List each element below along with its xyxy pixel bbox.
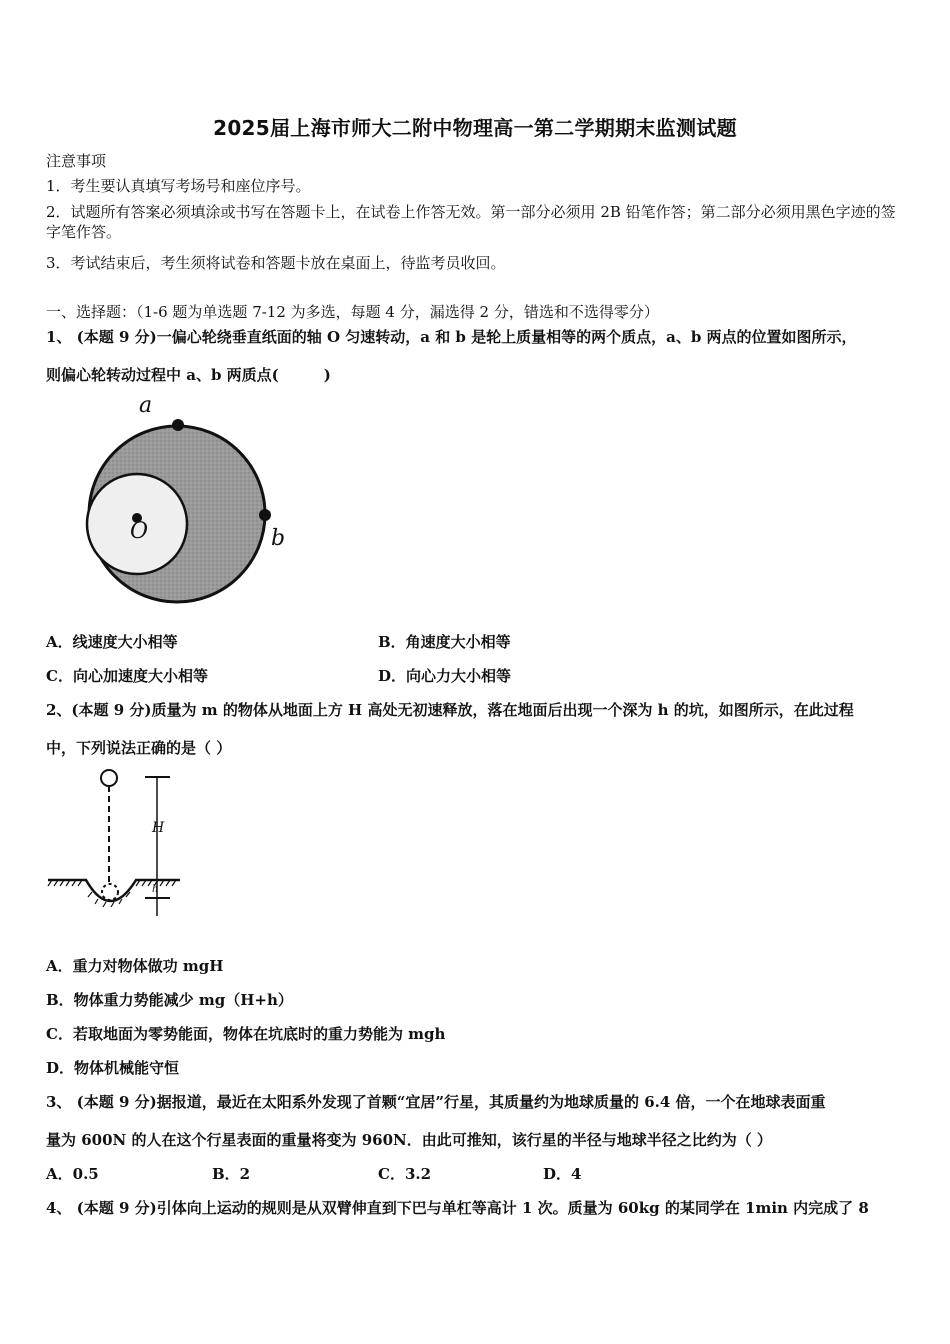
notice-heading: 注意事项 — [46, 152, 107, 170]
q2-option-b: B．物体重力势能减少 mg（H+h） — [46, 991, 293, 1009]
q2-option-c: C．若取地面为零势能面，物体在坑底时的重力势能为 mgh — [46, 1025, 446, 1043]
q3-option-d: D．4 — [543, 1165, 582, 1183]
q1-option-c: C．向心加速度大小相等 — [46, 667, 208, 685]
label-b: b — [271, 526, 286, 551]
q3-option-b: B．2 — [212, 1165, 251, 1183]
q2-stem-line2: 中，下列说法正确的是（ ） — [46, 739, 232, 757]
section-heading: 一、选择题：（1-6 题为单选题 7-12 为多选，每题 4 分，漏选得 2 分，错选和不选得零分） — [46, 303, 659, 321]
q1-option-a: A．线速度大小相等 — [46, 633, 178, 651]
falling-object-figure — [44, 764, 186, 922]
q2-option-a: A．重力对物体做功 mgH — [46, 957, 224, 975]
eccentric-wheel-figure — [80, 392, 295, 607]
q1-option-d: D．向心力大小相等 — [378, 667, 512, 685]
q1-option-b: B．角速度大小相等 — [378, 633, 511, 651]
point-a — [172, 419, 184, 431]
object-start — [101, 770, 117, 786]
point-b — [259, 509, 271, 521]
q3-option-c: C．3.2 — [378, 1165, 432, 1183]
label-a: a — [139, 393, 153, 418]
q1-stem-line2: 则偏心轮转动过程中 a、b 两质点( ) — [46, 366, 331, 384]
notice-item-3: 3．考试结束后，考生须将试卷和答题卡放在桌面上，待监考员收回。 — [46, 254, 506, 272]
q3-stem-line1: 3、 (本题 9 分)据报道，最近在太阳系外发现了首颗“宜居”行星，其质量约为地球质量的 6.4 倍，一个在地球表面重 — [46, 1093, 826, 1111]
q4-stem-line1: 4、 (本题 9 分)引体向上运动的规则是从双臂伸直到下巴与单杠等高计 1 次。质量为 60kg 的某同学在 1min 内完成了 8 — [46, 1199, 869, 1217]
q2-stem-line1: 2、(本题 9 分)质量为 m 的物体从地面上方 H 高处无初速释放，落在地面后出现一个深为 h 的坑，如图所示，在此过程 — [46, 701, 854, 719]
label-H: H — [152, 820, 165, 836]
label-h: h — [152, 884, 159, 895]
object-end — [102, 884, 118, 900]
q3-option-a: A．0.5 — [46, 1165, 99, 1183]
label-o: O — [130, 519, 149, 544]
page-title: 2025届上海市师大二附中物理高一第二学期期末监测试题 — [213, 116, 737, 140]
notice-item-1: 1．考生要认真填写考场号和座位序号。 — [46, 177, 311, 195]
notice-item-2: 2．试题所有答案必须填涂或书写在答题卡上，在试卷上作答无效。第一部分必须用 2B 铅笔作答；第二部分必须用黑色字迹的签字笔作答。 — [46, 203, 896, 241]
q1-stem-line1: 1、 (本题 9 分)一偏心轮绕垂直纸面的轴 O 匀速转动，a 和 b 是轮上质量相等的两个质点，a、b 两点的位置如图所示， — [46, 328, 857, 346]
q3-stem-line2: 量为 600N 的人在这个行星表面的重量将变为 960N．由此可推知，该行星的半径与地球半径之比约为（ ） — [46, 1131, 772, 1149]
q2-option-d: D．物体机械能守恒 — [46, 1059, 180, 1077]
